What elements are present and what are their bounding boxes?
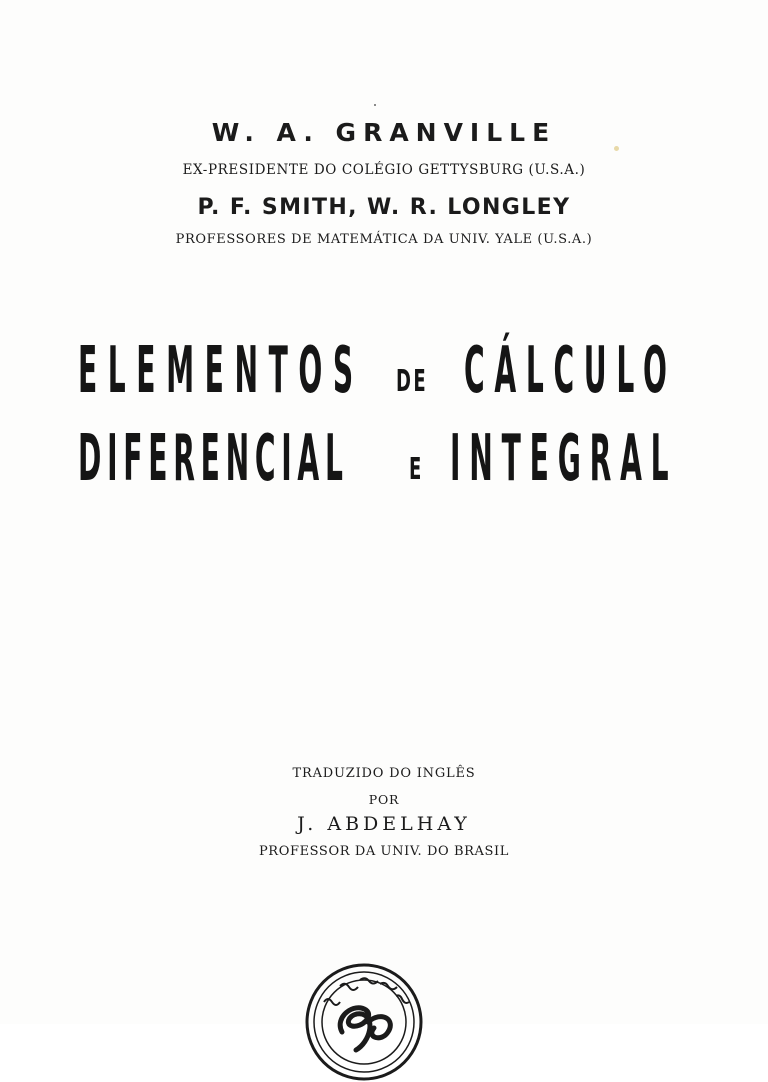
author-primary-role: EX-PRESIDENTE DO COLÉGIO GETTYSBURG (U.S.A.) <box>182 162 586 178</box>
title-connector-de: DE <box>396 364 429 399</box>
author-primary-name: W. A. GRANVILLE <box>211 118 557 147</box>
title-word-elementos: ELEMENTOS <box>78 334 364 408</box>
author-secondary-names: P. F. SMITH, W. R. LONGLEY <box>197 195 571 220</box>
translator-name: J. ABDELHAY <box>297 813 471 835</box>
paper-speck <box>374 104 376 106</box>
author-secondary-role: PROFESSORES DE MATEMÁTICA DA UNIV. YALE (U.S.A.) <box>175 232 593 247</box>
translation-by: POR <box>368 792 400 807</box>
title-word-diferencial: DIFERENCIAL <box>78 422 349 496</box>
paper-speck <box>614 146 619 151</box>
title-word-integral: INTEGRAL <box>450 422 678 496</box>
translator-role: PROFESSOR DA UNIV. DO BRASIL <box>258 844 510 859</box>
translation-label: TRADUZIDO DO INGLÊS <box>292 766 476 781</box>
title-word-calculo: CÁLCULO <box>464 334 677 408</box>
publisher-seal-icon <box>304 962 424 1082</box>
title-connector-e: E <box>409 452 422 487</box>
